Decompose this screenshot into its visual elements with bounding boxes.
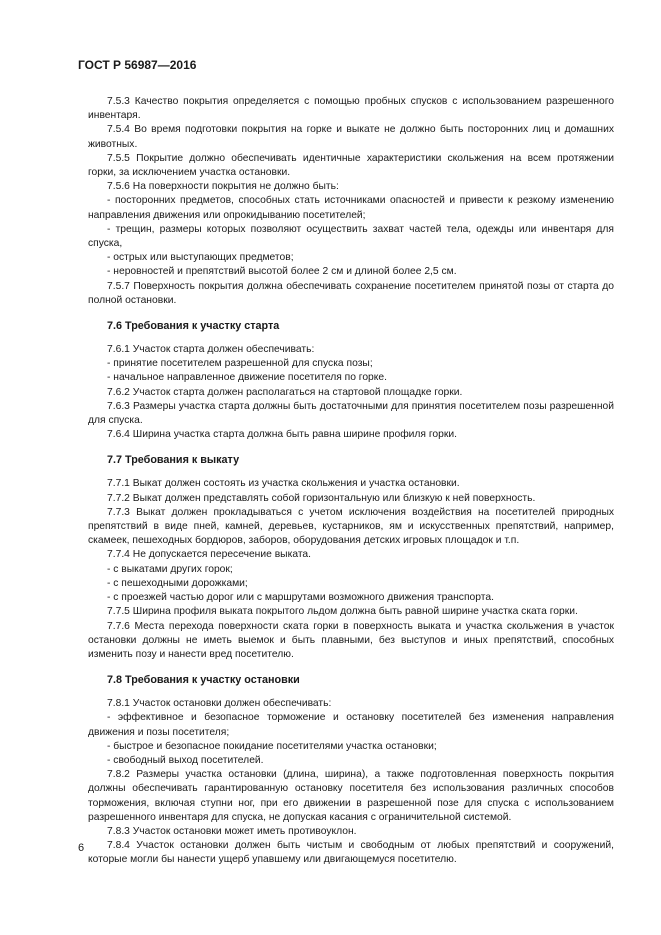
- paragraph: 7.8.2 Размеры участка остановки (длина, ширина), а также подготовленная поверхность покрытия должны обеспечивать гарантированную остановку посетителя без использования различных способов торможения, включая ступни ног, при его движении в разрешенной позе для спуска с использованием разрешенного инвентаря для спуска, не допуская касания с ограничительной системой.: [88, 769, 614, 823]
- standard-header: ГОСТ Р 56987—2016: [78, 58, 197, 72]
- paragraph: 7.5.6 На поверхности покрытия не должно быть:: [107, 181, 339, 193]
- section-heading: 7.6 Требования к участку старта: [107, 320, 280, 333]
- paragraph: 7.8.4 Участок остановки должен быть чистым и свободным от любых препятствий и сооружений, которые могли бы нанести ущерб упавшему или двигающемуся посетителю.: [88, 840, 614, 866]
- paragraph: 7.8.3 Участок остановки может иметь противоуклон.: [107, 825, 357, 837]
- paragraph: - посторонних предметов, способных стать источниками опасностей и привести к резкому изменению направления движения или опрокидыванию посетителей;: [88, 195, 614, 221]
- paragraph: 7.5.3 Качество покрытия определяется с помощью пробных спусков с использованием разрешенного инвентаря.: [88, 96, 614, 122]
- section-heading: 7.8 Требования к участку остановки: [107, 674, 300, 687]
- paragraph: 7.7.3 Выкат должен прокладываться с учетом исключения воздействия на посетителей природных препятствий в виде пней, камней, деревьев, кустарников, ям и искусственных препятствий, например, скамеек, пешеходных бордюров, заборов, оборудования детских игровых площадок и т.п.: [88, 506, 614, 547]
- paragraph: - свободный выход посетителей.: [107, 754, 264, 766]
- paragraph: - с выкатами других горок;: [107, 563, 233, 575]
- paragraph: - трещин, размеры которых позволяют осуществить захват частей тела, одежды или инвентаря для спуска,: [88, 223, 614, 250]
- paragraph: 7.5.4 Во время подготовки покрытия на горке и выкате не должно быть посторонних лиц и домашних животных.: [88, 124, 614, 150]
- paragraph: 7.7.6 Места перехода поверхности ската горки в поверхность выката и участка скольжения в участок остановки должны не иметь выемок и быть плавными, без выступов и иных препятствий, способных изменить позу и нанести вред посетителю.: [88, 620, 614, 660]
- paragraph: 7.6.4 Ширина участка старта должна быть равна ширине профиля горки.: [107, 429, 457, 441]
- paragraph: - быстрое и безопасное покидание посетителями участка остановки;: [107, 740, 437, 752]
- paragraph: 7.5.5 Покрытие должно обеспечивать идентичные характеристики скольжения на всем протяжении горки, за исключением участка остановки.: [88, 152, 614, 179]
- paragraph: 7.6.2 Участок старта должен располагаться на стартовой площадке горки.: [107, 386, 463, 398]
- paragraph: 7.7.2 Выкат должен представлять собой горизонтальную или близкую к ней поверхность.: [107, 492, 536, 504]
- paragraph: 7.8.1 Участок остановки должен обеспечивать:: [107, 698, 332, 710]
- paragraph: 7.7.4 Не допускается пересечение выката.: [107, 549, 312, 561]
- paragraph: - неровностей и препятствий высотой более 2 см и длиной более 2,5 см.: [107, 266, 457, 278]
- paragraph: 7.7.5 Ширина профиля выката покрытого льдом должна быть равной ширине участка ската горки.: [107, 606, 578, 618]
- paragraph: 7.7.1 Выкат должен состоять из участка скольжения и участка остановки.: [107, 478, 460, 490]
- paragraph: - начальное направленное движение посетителя по горке.: [107, 372, 387, 384]
- paragraph: - острых или выступающих предметов;: [107, 252, 294, 264]
- section-heading: 7.7 Требования к выкату: [107, 454, 240, 467]
- paragraph: - с пешеходными дорожками;: [107, 577, 248, 589]
- paragraph: - с проезжей частью дорог или с маршрутами возможного движения транспорта.: [107, 592, 494, 604]
- paragraph: - принятие посетителем разрешенной для спуска позы;: [107, 358, 373, 370]
- paragraph: 7.6.3 Размеры участка старта должны быть достаточными для принятия посетителем позы разрешенной для спуска.: [88, 400, 614, 427]
- paragraph: 7.6.1 Участок старта должен обеспечивать:: [107, 344, 315, 356]
- document-body: [88, 95, 614, 868]
- paragraph: - эффективное и безопасное торможение и остановку посетителей без изменения направления движения и позы посетителя;: [88, 712, 614, 738]
- page-number: 6: [78, 842, 85, 854]
- paragraph: 7.5.7 Поверхность покрытия должна обеспечивать сохранение посетителем принятой позы от старта до полной остановки.: [88, 280, 614, 306]
